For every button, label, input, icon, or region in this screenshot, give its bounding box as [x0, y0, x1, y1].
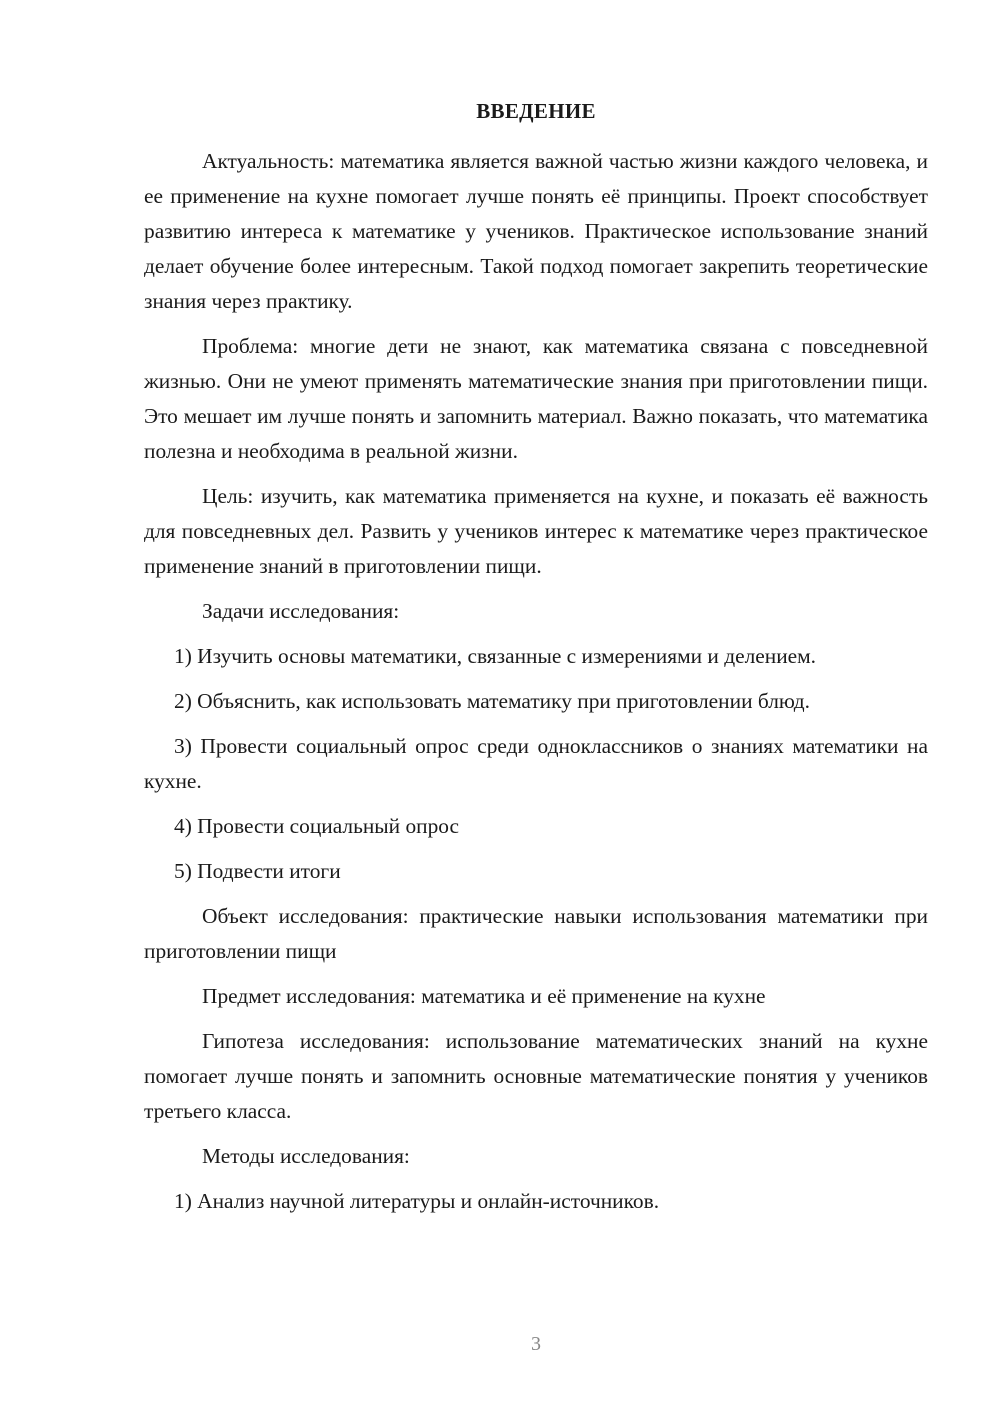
paragraph-hypothesis: Гипотеза исследования: использование математических знаний на кухне помогает лучше понять и запомнить основные математические понятия у учеников третьего класса.	[144, 1029, 928, 1123]
section-title: ВВЕДЕНИЕ	[476, 99, 596, 123]
paragraph-subject: Предмет исследования: математика и её применение на кухне	[202, 984, 766, 1008]
paragraph-problem: Проблема: многие дети не знают, как математика связана с повседневной жизнью. Они не умеют применять математические знания при приготовлении пищи. Это мешает им лучше понять и запомнить материал. Важно показать, что математика полезна и необходима в реальной жизни.	[144, 334, 928, 463]
document-body	[144, 144, 928, 1229]
document-page	[144, 0, 928, 1414]
list-item-task-3: 3) Провести социальный опрос среди одноклассников о знаниях математики на кухне.	[144, 734, 928, 793]
paragraph-object: Объект исследования: практические навыки использования математики при приготовлении пищи	[144, 904, 928, 963]
list-item-task-5: 5) Подвести итоги	[174, 859, 341, 883]
list-item-task-1: 1) Изучить основы математики, связанные с измерениями и делением.	[174, 644, 817, 668]
list-item-method-1: 1) Анализ научной литературы и онлайн-источников.	[174, 1189, 660, 1213]
paragraph-methods-heading: Методы исследования:	[202, 1144, 410, 1168]
paragraph-tasks-heading: Задачи исследования:	[202, 599, 400, 623]
list-item-task-4: 4) Провести социальный опрос	[174, 814, 460, 838]
list-item-task-2: 2) Объяснить, как использовать математику при приготовлении блюд.	[174, 689, 811, 713]
paragraph-relevance: Актуальность: математика является важной частью жизни каждого человека, и ее применение на кухне помогает лучше понять её принципы. Проект способствует развитию интереса к математике у учеников. Практическое использование знаний делает обучение более интересным. Такой подход помогает закрепить теоретические знания через практику.	[144, 149, 928, 313]
paragraph-goal: Цель: изучить, как математика применяется на кухне, и показать её важность для повседневных дел. Развить у учеников интерес к математике через практическое применение знаний в приготовлении пищи.	[144, 484, 928, 578]
page-number: 3	[531, 1333, 541, 1355]
